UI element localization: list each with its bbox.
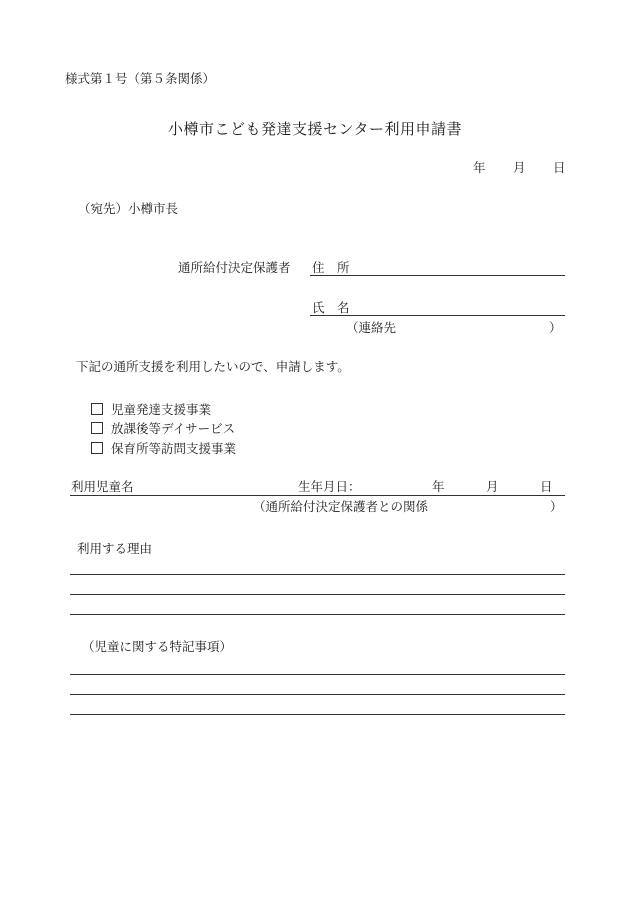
notes-label: （児童に関する特記事項） [82,639,233,654]
birth-date-label: 生年月日： [298,479,361,494]
reason-line[interactable] [70,594,565,595]
notes-line[interactable] [70,694,565,695]
form-number: 様式第１号（第５条関係） [65,71,216,86]
child-name-label: 利用児童名 [71,479,134,494]
service-option-label: 放課後等デイサービス [111,421,236,436]
service-option[interactable] [91,403,211,417]
service-option-label: 児童発達支援事業 [111,402,212,417]
service-option[interactable] [91,422,235,436]
contact-close-paren: ） [549,320,562,335]
birth-year-label: 年 [432,479,445,494]
addressee: （宛先）小樽市長 [78,201,179,216]
notes-line[interactable] [70,714,565,715]
name-field-line[interactable] [310,315,565,316]
child-field-line[interactable] [70,495,565,496]
relation-close-paren: ） [550,499,563,514]
birth-day-label: 日 [540,479,553,494]
notes-line[interactable] [70,674,565,675]
checkbox-icon[interactable] [91,403,103,415]
name-label: 氏 名 [312,300,350,315]
document-title: 小樽市こども発達支援センター利用申請書 [168,120,462,138]
service-option[interactable] [91,442,236,456]
reason-line[interactable] [70,574,565,575]
guardian-label: 通所給付決定保護者 [178,260,291,275]
contact-label: （連絡先 [346,320,397,335]
date-month-label: 月 [513,160,526,175]
reason-label: 利用する理由 [77,541,153,556]
address-label: 住 所 [312,260,350,275]
checkbox-icon[interactable] [91,442,103,454]
date-day-label: 日 [553,160,566,175]
birth-month-label: 月 [486,479,499,494]
relation-label: （通所給付決定保護者との関係 [253,499,429,514]
date-year-label: 年 [473,160,486,175]
intro-text: 下記の通所支援を利用したいので、申請します。 [76,359,350,374]
service-option-label: 保育所等訪問支援事業 [111,441,237,456]
checkbox-icon[interactable] [91,422,103,434]
reason-line[interactable] [70,614,565,615]
address-field-line[interactable] [310,275,565,276]
